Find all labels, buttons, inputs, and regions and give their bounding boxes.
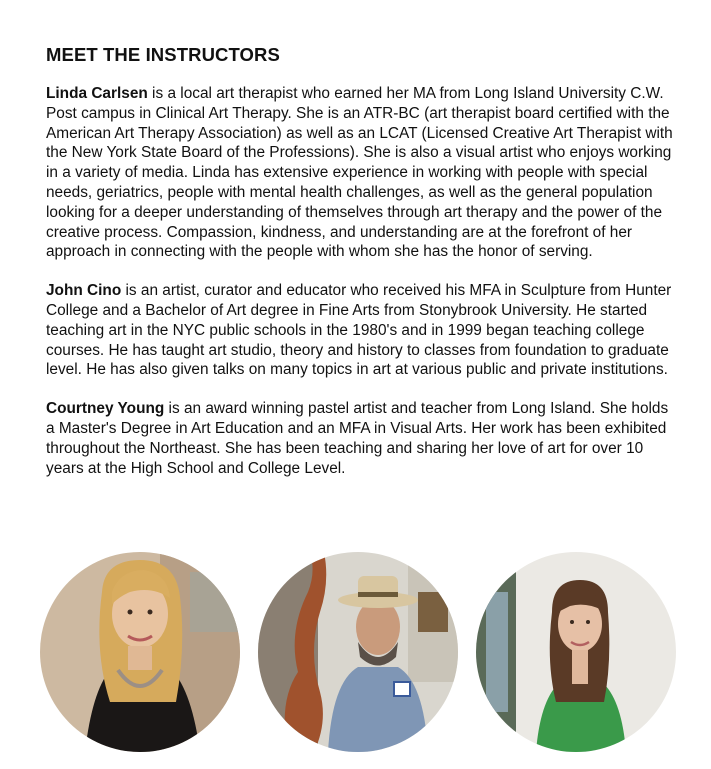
bio-john-cino: [46, 281, 674, 380]
instructor-bio: is a local art therapist who earned her MA from Long Island University C.W. Post campus in Clinical Art Therapy. She is an ATR-BC (art therapist board certified with the American Art Therapy Association) as well as an LCAT (Licensed Creative Art Therapist with the New York State Board of the Professions). She is also a visual artist who enjoys working in a variety of media. Linda has extensive experience in working with people with special needs, geriatrics, people with mental health challenges, as well as the general population looking for a deeper understanding of themselves through art therapy and the power of the creative process. Compassion, kindness, and understanding are at the forefront of her approach in connecting with the people with whom she has the honor of serving.: [46, 85, 673, 261]
instructor-photos: [0, 552, 711, 752]
instructor-bio: is an artist, curator and educator who received his MFA in Sculpture from Hunter College and a Bachelor of Art degree in Fine Arts from Stonybrook University. He started teaching art in the NYC public schools in the 1980's and in 1999 began teaching college courses. He has taught art studio, theory and history to classes from foundation to graduate level. He has also given talks on many topics in art at various public and private institutions.: [46, 282, 672, 379]
instructor-name: Courtney Young: [46, 400, 165, 418]
instructor-name: Linda Carlsen: [46, 85, 148, 102]
photo-john-cino: [258, 552, 458, 752]
instructor-name: John Cino: [46, 282, 122, 300]
bio-linda-carlsen: [46, 84, 674, 262]
photo-courtney-young: [476, 552, 676, 752]
page-title: MEET THE INSTRUCTORS: [46, 44, 280, 65]
instructor-bio: is an award winning pastel artist and teacher from Long Island. She holds a Master's Degree in Art Education and an MFA in Visual Arts. Her work has been exhibited throughout the Northeast. She has been teaching and sharing her love of art for over 10 years at the High School and College Level.: [46, 400, 669, 477]
instructors-section: [46, 44, 674, 497]
bio-courtney-young: [46, 399, 674, 478]
photo-linda-carlsen: [40, 552, 240, 752]
